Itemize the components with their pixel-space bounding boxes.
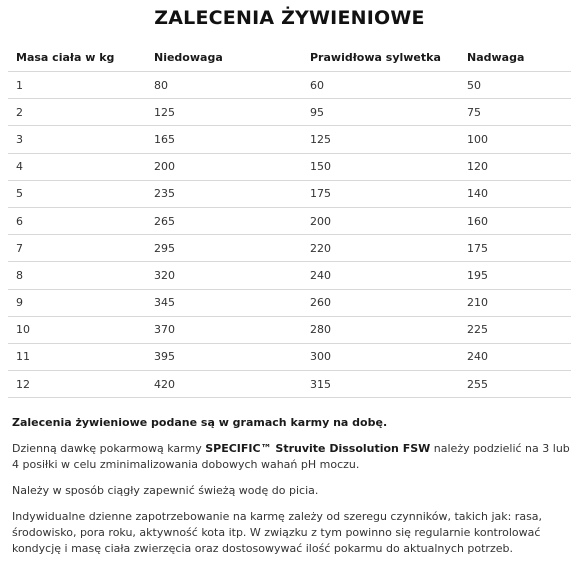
cell-normal-weight: 200 [302, 207, 459, 234]
cell-normal-weight: 280 [302, 316, 459, 343]
daily-dose-note [12, 441, 572, 473]
cell-overweight: 255 [459, 371, 571, 398]
table-header-row [8, 44, 571, 72]
cell-underweight: 125 [146, 99, 302, 126]
table-row [8, 262, 571, 289]
cell-normal-weight: 175 [302, 180, 459, 207]
cell-body-weight: 6 [8, 207, 146, 234]
cell-overweight: 120 [459, 153, 571, 180]
header-overweight: Nadwaga [459, 44, 571, 72]
cell-body-weight: 3 [8, 126, 146, 153]
table-row [8, 343, 571, 370]
cell-body-weight: 9 [8, 289, 146, 316]
cell-body-weight: 1 [8, 72, 146, 99]
cell-overweight: 240 [459, 343, 571, 370]
feeding-table [8, 44, 571, 398]
daily-dose-text-start: Dzienną dawkę pokarmową karmy [12, 442, 206, 455]
cell-normal-weight: 260 [302, 289, 459, 316]
cell-underweight: 265 [146, 207, 302, 234]
cell-underweight: 420 [146, 371, 302, 398]
cell-overweight: 210 [459, 289, 571, 316]
cell-underweight: 295 [146, 235, 302, 262]
cell-body-weight: 12 [8, 371, 146, 398]
cell-underweight: 165 [146, 126, 302, 153]
cell-normal-weight: 150 [302, 153, 459, 180]
table-row [8, 153, 571, 180]
cell-body-weight: 2 [8, 99, 146, 126]
table-row [8, 126, 571, 153]
cell-underweight: 345 [146, 289, 302, 316]
table-row [8, 316, 571, 343]
table-row [8, 180, 571, 207]
cell-overweight: 160 [459, 207, 571, 234]
cell-normal-weight: 315 [302, 371, 459, 398]
notes-section [12, 415, 572, 567]
cell-underweight: 80 [146, 72, 302, 99]
cell-normal-weight: 125 [302, 126, 459, 153]
cell-normal-weight: 60 [302, 72, 459, 99]
cell-underweight: 370 [146, 316, 302, 343]
daily-dose-text-end: należy podzielić na 3 lub 4 posiłki w celu zminimalizowania dobowych wahań pH moczu. [12, 442, 570, 471]
cell-overweight: 140 [459, 180, 571, 207]
water-note: Należy w sposób ciągły zapewnić świeżą wodę do picia. [12, 484, 319, 497]
cell-underweight: 395 [146, 343, 302, 370]
cell-body-weight: 4 [8, 153, 146, 180]
cell-body-weight: 5 [8, 180, 146, 207]
cell-body-weight: 8 [8, 262, 146, 289]
product-name: SPECIFIC™ Struvite Dissolution FSW [205, 442, 431, 455]
cell-body-weight: 11 [8, 343, 146, 370]
cell-underweight: 200 [146, 153, 302, 180]
cell-body-weight: 7 [8, 235, 146, 262]
cell-overweight: 75 [459, 99, 571, 126]
cell-overweight: 175 [459, 235, 571, 262]
header-underweight: Niedowaga [146, 44, 302, 72]
cell-overweight: 195 [459, 262, 571, 289]
cell-normal-weight: 95 [302, 99, 459, 126]
table-row [8, 371, 571, 398]
cell-normal-weight: 240 [302, 262, 459, 289]
header-body-weight: Masa ciała w kg [8, 44, 146, 72]
cell-body-weight: 10 [8, 316, 146, 343]
table-row [8, 207, 571, 234]
cell-overweight: 100 [459, 126, 571, 153]
table-row [8, 235, 571, 262]
table-row [8, 99, 571, 126]
cell-normal-weight: 220 [302, 235, 459, 262]
cell-underweight: 320 [146, 262, 302, 289]
table-row [8, 289, 571, 316]
grams-note: Zalecenia żywieniowe podane są w gramach karmy na dobę. [12, 416, 388, 429]
cell-overweight: 50 [459, 72, 571, 99]
cell-overweight: 225 [459, 316, 571, 343]
cell-normal-weight: 300 [302, 343, 459, 370]
header-normal-weight: Prawidłowa sylwetka [302, 44, 459, 72]
cell-underweight: 235 [146, 180, 302, 207]
individual-needs-note: Indywidualne dzienne zapotrzebowanie na karmę zależy od szeregu czynników, takich jak: rasa, środowisko, pora roku, aktywność kota itp. W związku z tym powinno się regularnie kontrolować kondycję i masę ciała zwierzęcia oraz dostosowywać ilość pokarmu do aktualnych potrzeb. [12, 510, 543, 555]
page-title: ZALECENIA ŻYWIENIOWE [154, 7, 425, 29]
table-row [8, 72, 571, 99]
